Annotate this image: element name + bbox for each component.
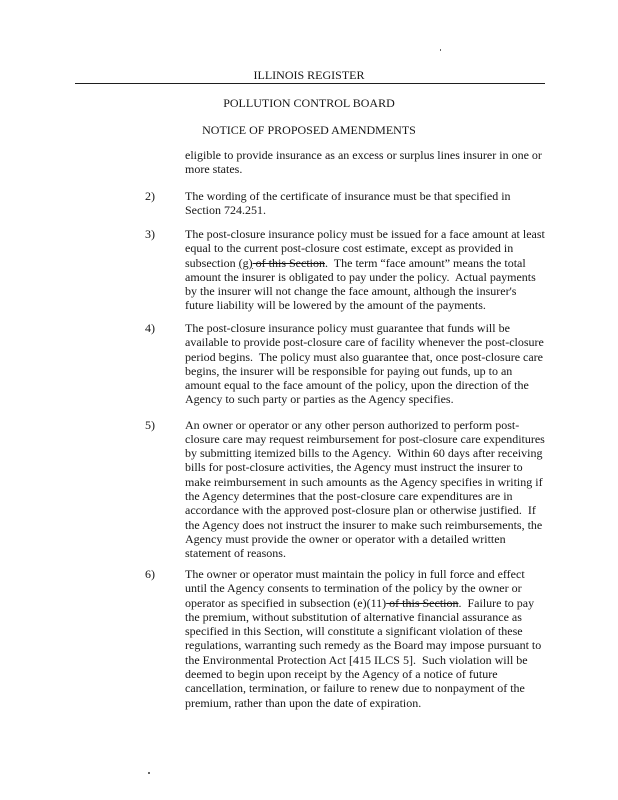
text-line: The wording of the certificate of insurance must be that specified in bbox=[185, 189, 511, 203]
scan-speck bbox=[148, 772, 150, 774]
text-line: until the Agency consents to termination of the policy by the owner or bbox=[185, 581, 522, 596]
text-line: Agency to such party or parties as the Agency specifies. bbox=[185, 392, 454, 407]
text-line: the Agency does not instruct the insurer to make such reimbursements, the bbox=[185, 517, 543, 532]
inserted-text: (g) bbox=[238, 255, 253, 270]
text-line: Agency must provide the owner or operator with a detailed written bbox=[185, 531, 506, 546]
text-line: period begins. The policy must also guarantee that, once post-closure care bbox=[185, 349, 543, 364]
line-segment: subsection bbox=[185, 255, 239, 270]
paragraph-3 bbox=[145, 227, 565, 313]
text-line: the premium, without substitution of alternative financial assurance as bbox=[185, 609, 522, 624]
continued-paragraph bbox=[145, 148, 565, 177]
text-line: available to provide post-closure care of facility whenever the post-closure bbox=[185, 335, 544, 350]
text-line: make reimbursement in such amounts as the Agency specifies in writing if bbox=[185, 474, 543, 489]
text-line: regulations, warranting such remedy as the Board may impose pursuant to bbox=[185, 638, 542, 653]
text-line: the Environmental Protection Act [415 ILCS 5]. Such violation will be bbox=[185, 652, 528, 667]
text-line: cancellation, termination, or failure to renew due to nonpayment of the bbox=[185, 681, 525, 696]
text-line: future liability will be lowered by the amount of the payments. bbox=[185, 298, 486, 313]
paragraph-lines bbox=[185, 321, 565, 407]
deleted-text: of this Section bbox=[386, 595, 459, 610]
deleted-text: of this Section bbox=[252, 255, 325, 270]
paragraph-4 bbox=[145, 321, 565, 407]
text-line-amended bbox=[185, 596, 565, 610]
text-line: eligible to provide insurance as an excess or surplus lines insurer in one or bbox=[185, 148, 542, 162]
text-line: accordance with the approved post-closure plan or otherwise justified. If bbox=[185, 503, 536, 518]
paragraph-lines bbox=[185, 567, 565, 710]
text-line: The owner or operator must maintain the policy in full force and effect bbox=[185, 567, 525, 581]
text-line: closure care may request reimbursement for post-closure care expenditures bbox=[185, 431, 545, 446]
text-line: statement of reasons. bbox=[185, 546, 286, 561]
text-line: The post-closure insurance policy must guarantee that funds will be bbox=[185, 321, 510, 335]
notice-title: NOTICE OF PROPOSED AMENDMENTS bbox=[202, 123, 416, 137]
text-line: more states. bbox=[185, 162, 243, 177]
paragraph-lines bbox=[185, 227, 565, 313]
board-name: POLLUTION CONTROL BOARD bbox=[223, 96, 395, 110]
text-line: An owner or operator or any other person authorized to perform post- bbox=[185, 417, 520, 432]
paragraph-number: 3) bbox=[145, 227, 155, 241]
text-line: bills for post-closure activities, the Agency must instruct the insurer to bbox=[185, 460, 523, 475]
text-line: Section 724.251. bbox=[185, 203, 266, 218]
paragraph-number: 6) bbox=[145, 567, 155, 581]
text-line: by submitting itemized bills to the Agency. Within 60 days after receiving bbox=[185, 446, 543, 461]
text-line: begins, the insurer will be responsible for paying out funds, up to an bbox=[185, 363, 513, 378]
text-line: deemed to begin upon receipt by the Agency of a notice of future bbox=[185, 667, 498, 682]
register-title: ILLINOIS REGISTER bbox=[253, 68, 365, 82]
paragraph-number: 5) bbox=[145, 417, 155, 432]
paragraph-lines bbox=[185, 418, 565, 561]
text-line: amount the insurer is obligated to pay under the policy. Actual payments bbox=[185, 269, 536, 284]
paragraph-number: 2) bbox=[145, 189, 155, 203]
text-line: equal to the current post-closure cost estimate, except as provided in bbox=[185, 241, 514, 256]
line-segment: . Failure to pay bbox=[458, 595, 535, 610]
paragraph-6 bbox=[145, 567, 565, 710]
paragraph-2 bbox=[145, 189, 565, 218]
text-line: The post-closure insurance policy must be issued for a face amount at least bbox=[185, 227, 545, 241]
header-rule bbox=[75, 83, 545, 84]
paragraph-5 bbox=[145, 418, 565, 561]
text-line: specified in this Section, will constitute a significant violation of these bbox=[185, 624, 523, 639]
scan-speck bbox=[440, 49, 441, 51]
paragraph-lines bbox=[185, 148, 565, 177]
text-line: the Agency determines that the post-closure care expenditures are in bbox=[185, 488, 513, 503]
paragraph-lines bbox=[185, 189, 565, 218]
paragraph-number: 4) bbox=[145, 321, 155, 335]
text-line: premium, rather than upon the date of expiration. bbox=[185, 695, 422, 710]
line-segment: . The term “face amount” means the total bbox=[325, 255, 526, 270]
text-line-amended bbox=[185, 256, 565, 270]
line-segment: operator as specified in subsection (e)(11) bbox=[185, 595, 387, 610]
text-line: by the insurer will not change the face amount, although the insurer's bbox=[185, 284, 517, 299]
text-line: amount equal to the face amount of the policy, upon the direction of the bbox=[185, 378, 529, 393]
